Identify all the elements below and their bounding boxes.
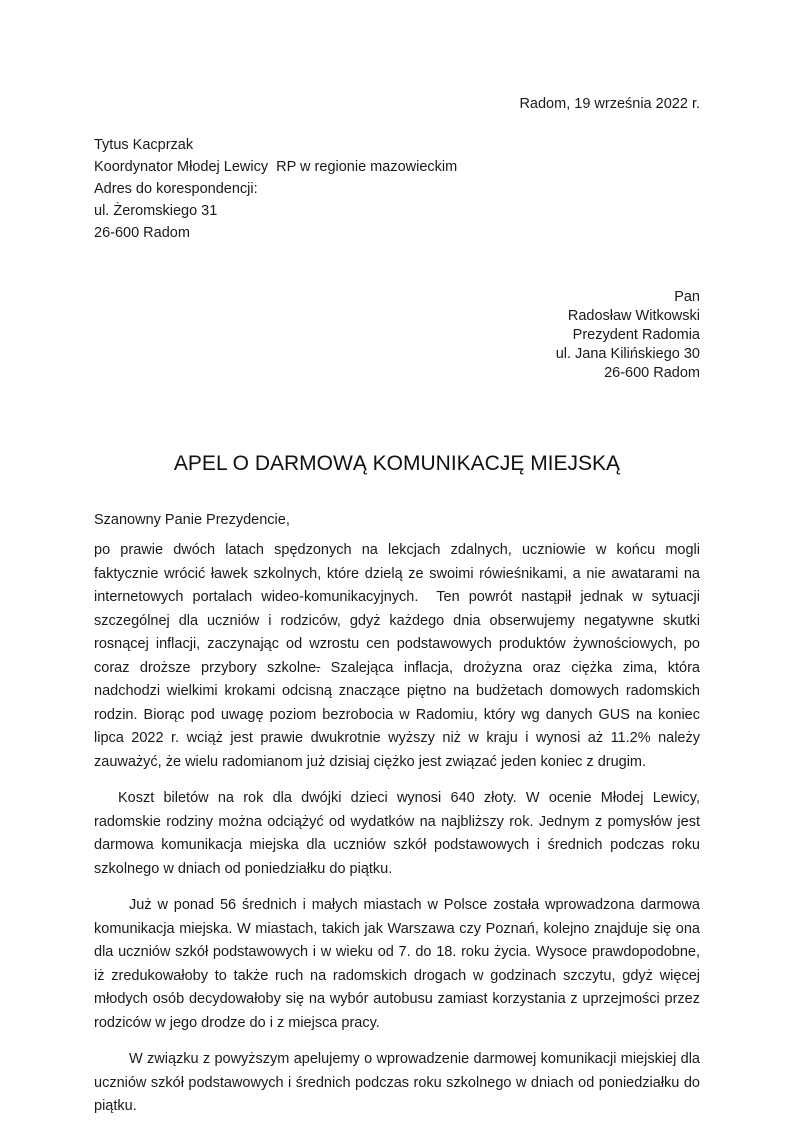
sender-city: 26-600 Radom [94,225,190,241]
sender-block [94,134,700,244]
recipient-honorific: Pan [674,289,700,305]
letter-title: APEL O DARMOWĄ KOMUNIKACJĘ MIEJSKĄ [173,452,621,475]
recipient-role: Prezydent Radomia [572,327,700,343]
paragraph-2: Koszt biletów na rok dla dwójki dzieci wynosi 640 złoty. W ocenie Młodej Lewicy, radomskie rodziny można odciążyć od wydatków na najbliższy rok. Jednym z pomysłów jest darmowa komunikacja miejska dla uczniów szkół podstawowych i średnich podczas roku szkolnego w dniach od poniedziałku do piątku. [94,790,705,877]
recipient-block [94,288,700,383]
salutation: Szanowny Panie Prezydencie, [94,512,290,528]
sender-role: Koordynator Młodej Lewicy RP w regionie mazowieckim [94,159,458,175]
date-line: Radom, 19 września 2022 r. [519,96,700,112]
recipient-street: ul. Jana Kilińskiego 30 [555,346,700,362]
paragraph-1-text-before: po prawie dwóch latach spędzonych na lekcjach zdalnych, uczniowie w końcu mogli faktycznie wrócić ławek szkolnych, które dzielą ze swoimi rówieśnikami, a nie awatarami na internetowych portalach wideo-komunikacyjnych. Ten powrót nastąpił jednak w sytuacji szczególnej dla uczniów i rodziców, gdyż każdego dnia obserwujemy negatywne skutki rosnącej inflacji, zaczynając od wzrostu cen podstawowych produktów żywnościowych, po coraz droższe przybory szkolne [94,542,705,676]
sender-address-label: Adres do korespondencji: [94,181,258,197]
sender-name: Tytus Kacprzak [94,137,194,153]
paragraph-3: Już w ponad 56 średnich i małych miastach w Polsce została wprowadzona darmowa komunikacja miejska. W miastach, takich jak Warszawa czy Poznań, kolejno znajduje się ona dla uczniów szkół podstawowych i w wieku od 7. do 18. roku życia. Wysoce prawdopodobne, iż zredukowałoby to także ruch na radomskich drogach w godzinach szczytu, gdyż więcej młodych osób decydowałoby się na wybór autobusu zamiast korzystania z uprzejmości przez rodziców w jego drodze do i z miejsca pracy. [94,897,705,1031]
struck-period: . [316,659,321,676]
sender-street: ul. Żeromskiego 31 [94,203,218,219]
paragraph-4: W związku z powyższym apelujemy o wprowadzenie darmowej komunikacji miejskiej dla uczniów szkół podstawowych i średnich podczas roku szkolnego w dniach od poniedziałku do piątku. [94,1051,705,1114]
paragraph-1 [94,539,705,774]
recipient-city: 26-600 Radom [604,365,700,381]
paragraph-1-text-after: Szalejąca inflacja, drożyzna oraz ciężka zima, która nadchodzi wielkimi krokami odcisną znaczące piętno na budżetach domowych radomskich rodzin. Biorąc pod uwagę poziom bezrobocia w Radomiu, który wg danych GUS na koniec lipca 2022 r. wciąż jest prawie dwukrotnie wyższy niż w kraju i wynosi aż 11.2% należy zauważyć, że wielu radomianom już dzisiaj ciężko jest związać jeden koniec z drugim. [94,659,705,770]
recipient-name: Radosław Witkowski [567,308,700,324]
